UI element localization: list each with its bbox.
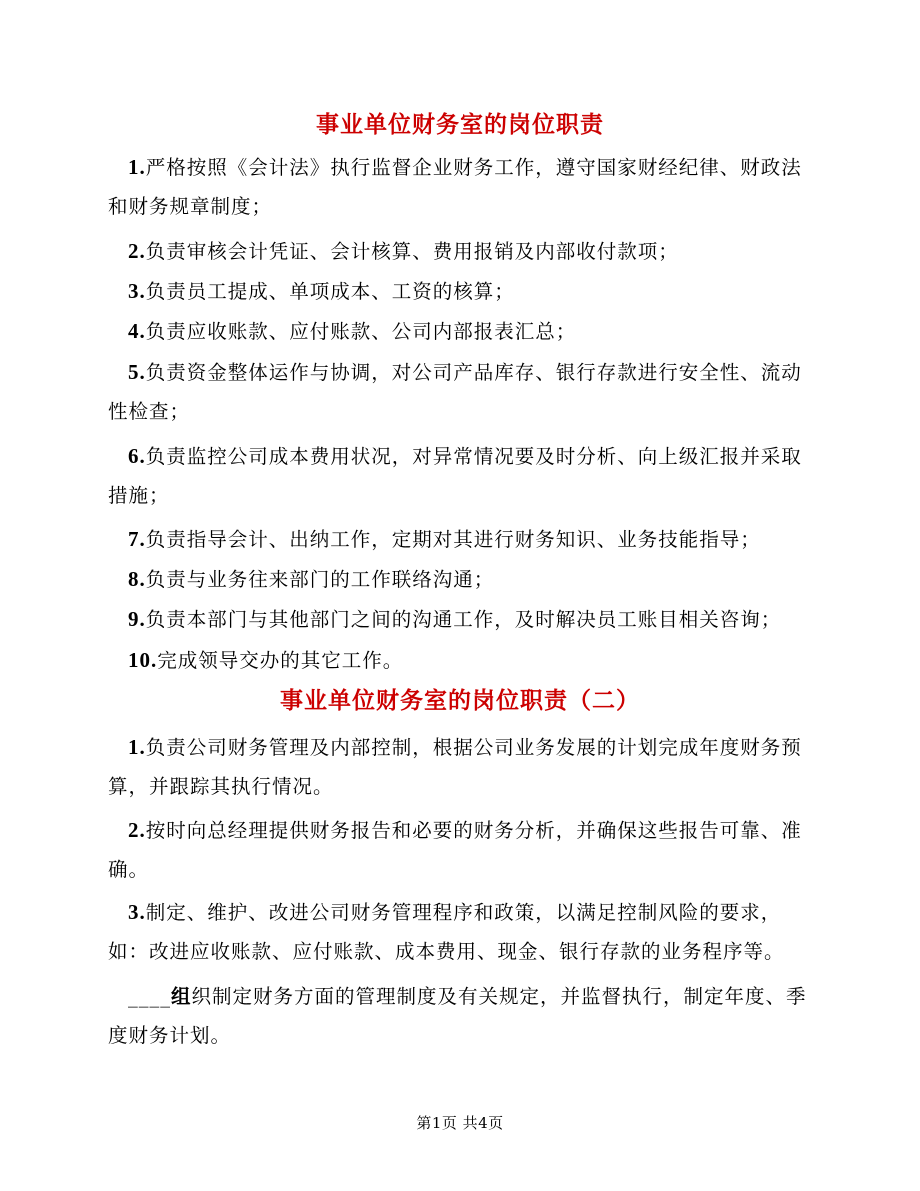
s1-item-10 [108,641,808,680]
item-number: 3. [128,900,146,924]
item-text: 负责资金整体运作与协调，对公司产品库存、银行存款进行安全性、流动性检查； [108,361,802,423]
s1-item-1 [108,148,808,226]
item-number: 6. [128,444,146,468]
item-text: 负责审核会计凭证、会计核算、费用报销及内部收付款项； [145,240,679,263]
item-text: 负责公司财务管理及内部控制，根据公司业务发展的计划完成年度财务预算，并跟踪其执行情况。 [108,736,802,798]
item-number: 1. [128,155,146,179]
s2-item-4 [108,977,808,1055]
item-text: 负责本部门与其他部门之间的沟通工作，及时解决员工账目相关咨询； [145,608,782,631]
item-number: 8. [128,567,146,591]
item-text: 负责与业务往来部门的工作联络沟通； [145,568,495,591]
section-2-title: 事业单位财务室的岗位职责（二） [280,687,640,714]
s1-item-4 [108,312,808,351]
s1-item-8 [108,560,808,599]
item-text: 负责指导会计、出纳工作，定期对其进行财务知识、业务技能指导； [145,528,761,551]
item-text: 负责员工提成、单项成本、工资的核算； [145,280,515,303]
s1-item-6 [108,437,808,515]
s2-item-2 [108,811,808,889]
item-text: 完成领导交办的其它工作。 [157,649,404,672]
section-1-title: 事业单位财务室的岗位职责 [316,111,604,138]
item-number: 2. [128,239,146,263]
item-number: 1. [128,735,146,759]
page-footer: 第1页 共4页 [416,1114,504,1132]
item-number: 7. [128,527,146,551]
s1-item-7 [108,520,808,559]
item-text: 负责应收账款、应付账款、公司内部报表汇总； [145,320,577,343]
blank-line: ____ [128,985,171,1008]
item-text: 制定、维护、改进公司财务管理程序和政策，以满足控制风险的要求，如：改进应收账款、应付账款、成本费用、现金、银行存款的业务程序等。 [108,901,785,963]
s2-item-1 [108,728,808,806]
s1-item-3 [108,272,808,311]
item-text: 负责监控公司成本费用状况，对异常情况要及时分析、向上级汇报并采取措施； [108,445,802,507]
item-number: 2. [128,818,146,842]
s1-item-2 [108,232,808,271]
item-number: 3. [128,279,146,303]
item-number: 10. [128,648,158,672]
item-text: 严格按照《会计法》执行监督企业财务工作，遵守国家财经纪律、财政法和财务规章制度； [108,156,802,218]
item-number: 9. [128,607,146,631]
item-text: 按时向总经理提供财务报告和必要的财务分析，并确保这些报告可靠、准确。 [108,819,802,881]
s1-item-9 [108,600,808,639]
s2-item-3 [108,893,808,971]
s1-item-5 [108,353,808,431]
item-number: 4. [128,319,146,343]
item-text: 织制定财务方面的管理制度及有关规定，并监督执行，制定年度、季度财务计划。 [108,985,807,1047]
item-lead-char: 组 [171,985,192,1008]
item-number: 5. [128,360,146,384]
